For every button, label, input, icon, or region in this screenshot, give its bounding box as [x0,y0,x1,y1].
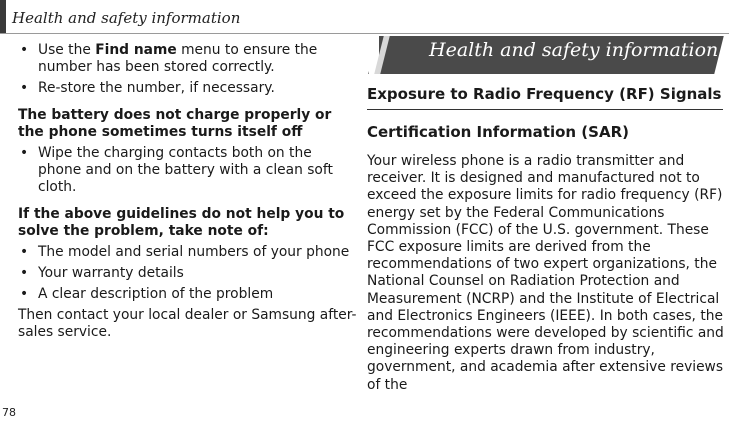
list-item: • Your warranty details [18,265,358,282]
subheading-battery: The battery does not charge properly or the phone sometimes turns itself off [18,107,332,140]
section-banner [367,36,729,76]
list-item-text: Use the [38,42,96,58]
header-divider [0,33,729,34]
page-number: 78 [2,406,16,419]
list-item: • A clear description of the problem [18,286,358,303]
bullet-list-1 [18,42,358,97]
header-accent-bar [0,0,6,34]
right-column [367,36,729,394]
list-item: • The model and serial numbers of your phone [18,244,358,261]
bullet-list-2 [18,145,358,196]
closing-paragraph: Then contact your local dealer or Samsung after-sales service. [18,307,357,340]
list-item: • Re-store the number, if necessary. [18,80,358,97]
heading-underline [367,109,723,110]
list-item: • Wipe the charging contacts both on the phone and on the battery with a clean soft cloth. [18,145,358,196]
subsection-heading: Certification Information (SAR) [367,123,629,141]
bullet-list-3 [18,244,358,303]
banner-title: Health and safety information [429,39,719,61]
menu-term: Find name [95,42,177,58]
body-paragraph: Your wireless phone is a radio transmitter and receiver. It is designed and manufactured not to exceed the exposure limits for radio frequency (RF) energy set by the Federal Communications Commission (FCC) of the U.S. government. These FCC exposure limits are derived from the recommendations of two expert organizations, the National Counsel on Radiation Protection and Measurement (NCRP) and the Institute of Electrical and Electronics Engineers (IEEE). In both cases, the recommendations were developed by scientific and engineering experts drawn from industry, government, and academia after extensive reviews of the [367,153,724,393]
list-item-text: menu to ensure the number has been stored correctly. [38,42,318,75]
left-column [18,42,358,341]
subheading-guidelines: If the above guidelines do not help you to solve the problem, take note of: [18,206,345,239]
section-heading: Exposure to Radio Frequency (RF) Signals [367,85,722,103]
running-header-title: Health and safety information [12,9,241,27]
list-item [18,42,358,76]
